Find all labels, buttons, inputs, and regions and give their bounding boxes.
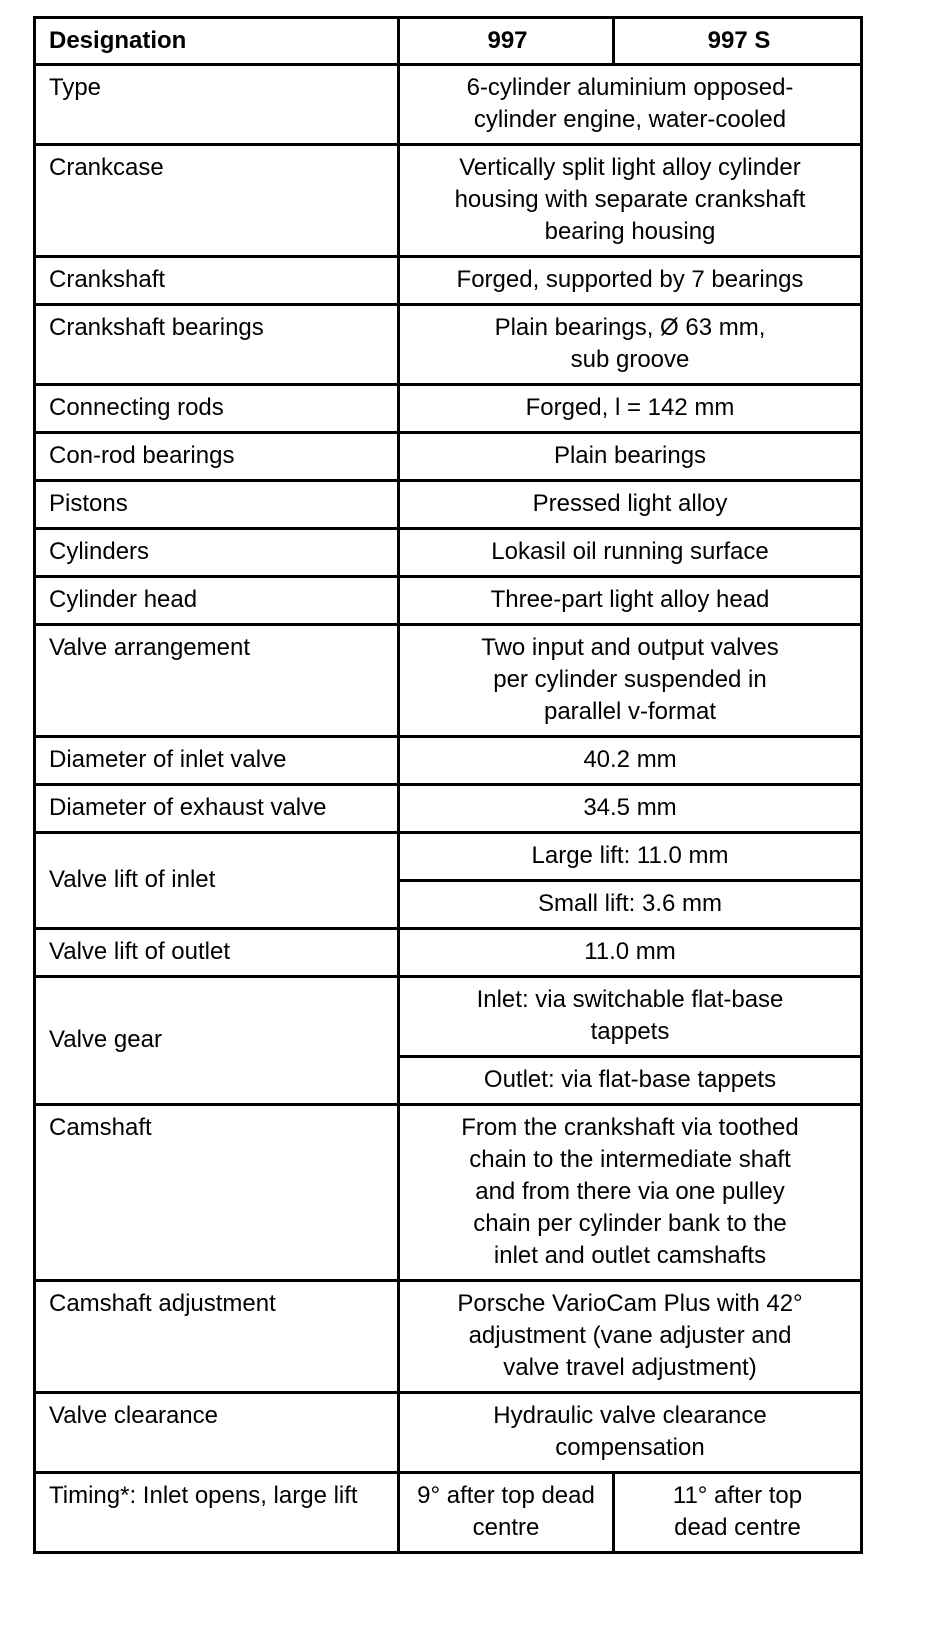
row-value (399, 65, 862, 145)
value-line: Porsche VarioCam Plus with 42° (457, 1290, 803, 1317)
value-line: per cylinder suspended in (493, 666, 767, 693)
value-line: housing with separate crankshaft (454, 186, 806, 213)
value-line: Outlet: via flat-base tappets (483, 1066, 777, 1093)
row-value (399, 1105, 862, 1281)
value-line: Forged, supported by 7 bearings (456, 266, 804, 293)
row-label: Cylinders (35, 529, 399, 577)
value-line: bearing housing (544, 218, 716, 245)
row-value (399, 257, 862, 305)
table-row (35, 625, 862, 737)
value-line: sub groove (570, 346, 690, 373)
value-line: compensation (555, 1434, 705, 1461)
value-line: adjustment (vane adjuster and (468, 1322, 792, 1349)
header-designation: Designation (35, 18, 399, 65)
row-value (399, 481, 862, 529)
row-value (399, 1393, 862, 1473)
value-line: Three-part light alloy head (490, 586, 770, 613)
table-row (35, 929, 862, 977)
table-row (35, 481, 862, 529)
row-value (399, 385, 862, 433)
value-line: chain per cylinder bank to the (473, 1210, 787, 1237)
value-line: Plain bearings, Ø 63 mm, (494, 314, 766, 341)
header-997: 997 (399, 18, 614, 65)
row-value (399, 737, 862, 785)
engine-spec-table (33, 16, 863, 1554)
value-line: valve travel adjustment) (503, 1354, 757, 1381)
value-line: and from there via one pulley (475, 1178, 785, 1205)
row-label: Crankshaft bearings (35, 305, 399, 385)
table-row (35, 257, 862, 305)
row-value (399, 529, 862, 577)
row-label: Camshaft (35, 1105, 399, 1281)
table-row (35, 1281, 862, 1393)
value-line: Two input and output valves (481, 634, 779, 661)
row-value (399, 305, 862, 385)
table-row (35, 1473, 862, 1553)
value-line: 11° after top (672, 1482, 803, 1509)
value-line: Forged, l = 142 mm (525, 394, 735, 421)
table-row (35, 529, 862, 577)
value-line: Hydraulic valve clearance (493, 1402, 767, 1429)
row-value (399, 625, 862, 737)
table-row (35, 737, 862, 785)
row-value (399, 145, 862, 257)
value-line: cylinder engine, water-cooled (473, 106, 787, 133)
row-value (399, 833, 862, 881)
value-line: chain to the intermediate shaft (469, 1146, 791, 1173)
row-label: Type (35, 65, 399, 145)
row-value-997s (614, 1473, 862, 1553)
row-label: Timing*: Inlet opens, large lift (35, 1473, 399, 1553)
value-line: centre (472, 1514, 540, 1541)
row-value (399, 785, 862, 833)
row-value (399, 977, 862, 1057)
value-line: Vertically split light alloy cylinder (459, 154, 801, 181)
table-row (35, 145, 862, 257)
row-value (399, 577, 862, 625)
value-line: dead centre (674, 1514, 801, 1541)
row-label: Valve clearance (35, 1393, 399, 1473)
header-997s: 997 S (614, 18, 862, 65)
row-value (399, 433, 862, 481)
table-row (35, 1393, 862, 1473)
table-row (35, 433, 862, 481)
value-line: Large lift: 11.0 mm (531, 842, 729, 869)
table-row (35, 833, 862, 881)
value-line: inlet and outlet camshafts (493, 1242, 767, 1269)
value-line: Inlet: via switchable flat-base (476, 986, 784, 1013)
row-label: Connecting rods (35, 385, 399, 433)
row-label: Valve gear (35, 977, 399, 1105)
table-header-row (35, 18, 862, 65)
table-row (35, 977, 862, 1057)
row-label: Diameter of inlet valve (35, 737, 399, 785)
value-line: 11.0 mm (584, 938, 676, 965)
row-label: Crankshaft (35, 257, 399, 305)
value-line: 40.2 mm (583, 746, 677, 773)
row-label: Crankcase (35, 145, 399, 257)
row-label: Pistons (35, 481, 399, 529)
value-line: 6-cylinder aluminium opposed- (466, 74, 794, 101)
value-line: tappets (590, 1018, 670, 1045)
table-row (35, 65, 862, 145)
row-label: Valve lift of inlet (35, 833, 399, 929)
table-row (35, 385, 862, 433)
row-label: Cylinder head (35, 577, 399, 625)
row-label: Valve arrangement (35, 625, 399, 737)
table-row (35, 1105, 862, 1281)
value-line: Plain bearings (553, 442, 707, 469)
value-line: 9° after top dead (417, 1482, 595, 1509)
row-value (399, 881, 862, 929)
row-value-997 (399, 1473, 614, 1553)
row-label: Diameter of exhaust valve (35, 785, 399, 833)
table-row (35, 577, 862, 625)
value-line: parallel v-format (543, 698, 717, 725)
row-label: Con-rod bearings (35, 433, 399, 481)
row-label: Camshaft adjustment (35, 1281, 399, 1393)
value-line: Pressed light alloy (532, 490, 728, 517)
row-label: Valve lift of outlet (35, 929, 399, 977)
row-value (399, 1057, 862, 1105)
row-value (399, 1281, 862, 1393)
table-row (35, 785, 862, 833)
value-line: Lokasil oil running surface (491, 538, 769, 565)
value-line: From the crankshaft via toothed (461, 1114, 799, 1141)
table-row (35, 305, 862, 385)
value-line: 34.5 mm (583, 794, 677, 821)
row-value (399, 929, 862, 977)
value-line: Small lift: 3.6 mm (537, 890, 723, 917)
